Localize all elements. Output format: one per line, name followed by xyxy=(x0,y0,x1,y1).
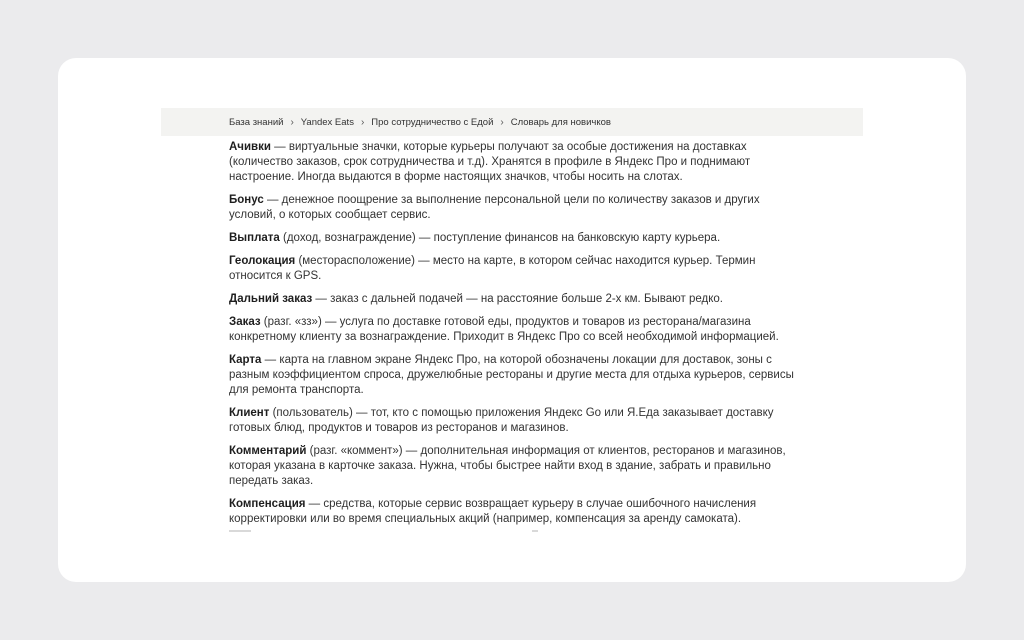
glossary-entry-achievements xyxy=(229,140,809,185)
glossary-definition: — денежное поощрение за выполнение персональной цели по количеству заказов и других условий, о которых сообщает сервис. xyxy=(229,194,760,221)
breadcrumb-item-yandex-eats[interactable]: Yandex Eats xyxy=(300,116,354,128)
glossary-entry-geolocation xyxy=(229,254,809,284)
chevron-right-icon: › xyxy=(500,116,504,128)
breadcrumb-item-knowledge-base[interactable]: База знаний xyxy=(229,116,284,128)
cut-off-fragment xyxy=(229,530,251,532)
breadcrumb-item-glossary[interactable]: Словарь для новичков xyxy=(510,116,611,128)
chevron-right-icon: › xyxy=(360,116,365,128)
glossary-term: Ачивки xyxy=(229,141,271,153)
glossary-entry-bonus xyxy=(229,193,809,223)
glossary-term: Карта xyxy=(229,354,262,366)
glossary-definition: — карта на главном экране Яндекс Про, на которой обозначены локации для доставок, зоны с разным коэффициентом спроса, дружелюбные рестораны и другие места для отдыха курьеров, сервисы для ремонта транспорта. xyxy=(229,354,794,396)
glossary-term: Бонус xyxy=(229,194,264,206)
glossary-definition: — заказ с дальней подачей — на расстояние больше 2-х км. Бывают редко. xyxy=(312,293,723,305)
breadcrumb-bar xyxy=(161,108,863,136)
glossary-term: Дальний заказ xyxy=(229,293,313,305)
glossary-term: Заказ xyxy=(229,316,261,328)
glossary-definition: (доход, вознаграждение) — поступление финансов на банковскую карту курьера. xyxy=(279,232,721,244)
glossary-entry-payout xyxy=(229,231,809,246)
glossary-entry-order xyxy=(229,315,809,345)
glossary-definition: (пользователь) — тот, кто с помощью приложения Яндекс Go или Я.Еда заказывает доставку готовых блюд, продуктов и товаров из ресторанов и магазинов. xyxy=(229,407,774,434)
chevron-right-icon: › xyxy=(290,116,294,128)
glossary-entry-client xyxy=(229,406,809,436)
glossary-entry-map xyxy=(229,353,809,398)
content-card xyxy=(58,58,966,582)
glossary-definition: (месторасположение) — место на карте, в котором сейчас находится курьер. Термин относится к GPS. xyxy=(229,255,756,282)
breadcrumb-item-cooperation[interactable]: Про сотрудничество с Едой xyxy=(371,116,494,128)
cut-off-text-line xyxy=(229,530,789,536)
glossary-term: Компенсация xyxy=(229,498,306,510)
glossary-term: Выплата xyxy=(229,232,280,244)
glossary-definition: (разг. «зз») — услуга по доставке готовой еды, продуктов и товаров из ресторана/магазина конкретному клиенту за вознаграждение. Приходит в Яндекс Про со всей необходимой информацией. xyxy=(229,316,779,343)
glossary-term: Комментарий xyxy=(229,445,307,457)
cut-off-fragment xyxy=(532,530,538,532)
glossary-term: Клиент xyxy=(229,407,270,419)
glossary-entry-comment xyxy=(229,444,809,489)
glossary-entry-compensation xyxy=(229,497,809,527)
glossary-definition: — средства, которые сервис возвращает курьеру в случае ошибочного начисления корректировки или во время специальных акций (например, компенсация за аренду самоката). xyxy=(229,498,757,525)
glossary-definition: (разг. «коммент») — дополнительная информация от клиентов, ресторанов и магазинов, которая указана в карточке заказа. Нужна, чтобы быстрее найти вход в здание, забрать и правильно передать заказ. xyxy=(229,445,786,487)
glossary-term: Геолокация xyxy=(229,255,296,267)
breadcrumb xyxy=(229,117,611,128)
glossary-entry-long-distance-order xyxy=(229,292,809,307)
glossary-definition: — виртуальные значки, которые курьеры получают за особые достижения на доставках (количество заказов, срок сотрудничества и т.д). Хранятся в профиле в Яндекс Про и поднимают настроение. Иногда выдаются в форме настоящих значков, чтобы носить на слотах. xyxy=(229,141,751,183)
glossary-list xyxy=(229,140,809,535)
